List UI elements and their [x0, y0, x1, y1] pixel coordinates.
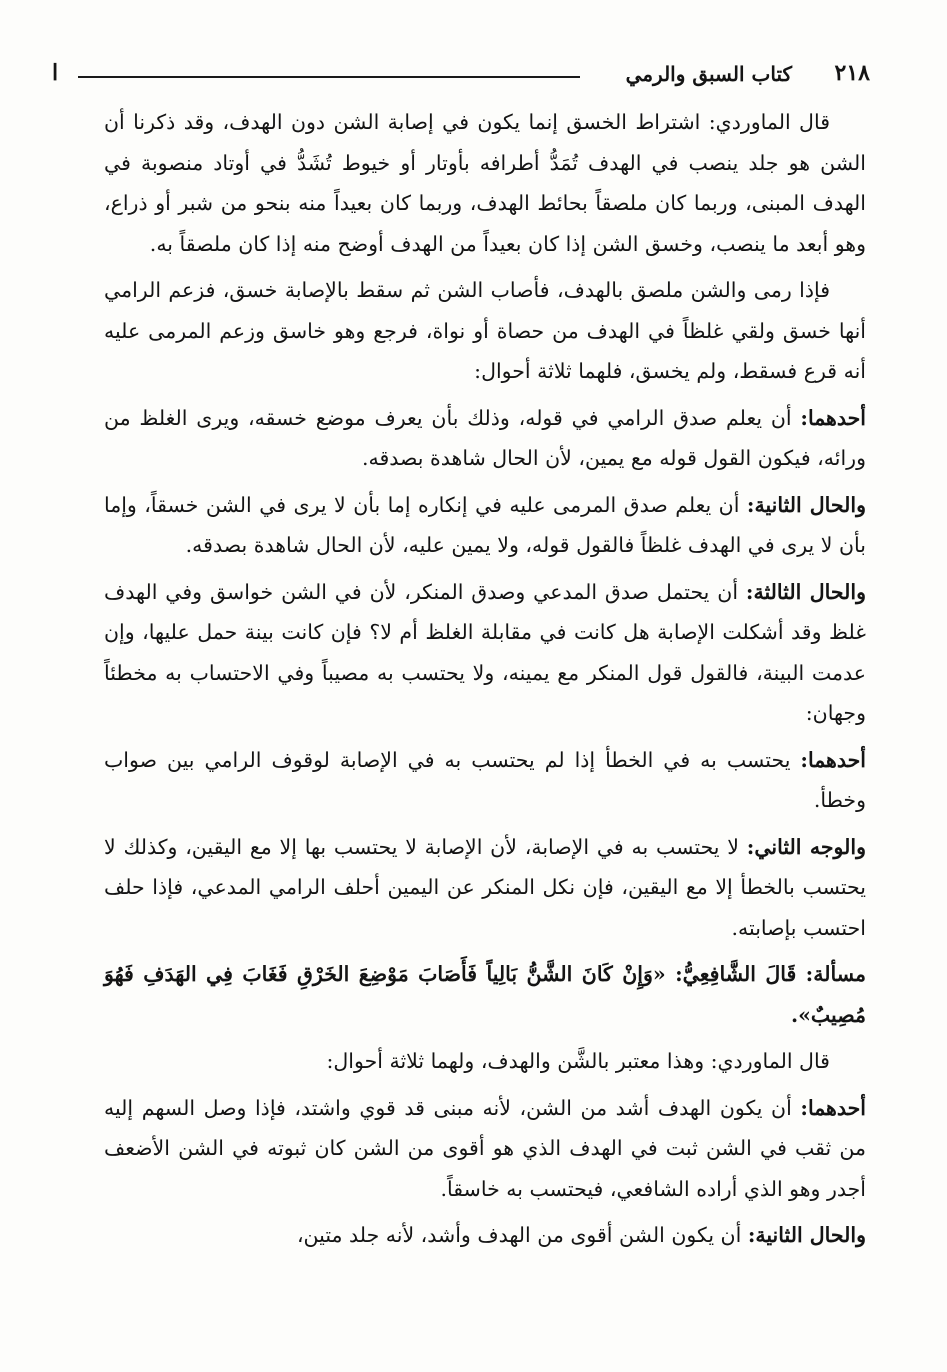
paragraph-lead: والحال الثانية:: [746, 492, 866, 517]
paragraph: أحدهما: يحتسب به في الخطأ إذا لم يحتسب به في الإصابة لوقوف الرامي بين صواب وخطأ.: [104, 747, 866, 812]
paragraph-lead: والحال الثالثة:: [745, 579, 867, 604]
running-title: كتاب السبق والرمي: [625, 62, 792, 86]
header-rule: [78, 76, 580, 78]
paragraph: أحدهما: أن يعلم صدق الرامي في قوله، وذلك بأن يعرف موضع خسقه، ويرى الغلظ من ورائه، فيكون القول قوله مع يمين، لأن الحال شاهدة بصدقه.: [104, 405, 866, 470]
paragraph: [104, 954, 866, 1035]
page-body: [104, 102, 866, 1262]
quote: «وَإِنْ كَانَ الشَّنُّ بَالِياً فَأَصَابَ مَوْضِعَ الخَرْقِ فَغَابَ فِي الهَدَفِ فَهُوَ مُصِيبٌ».: [104, 962, 866, 1027]
paragraph-lead: والوجه الثاني:: [746, 834, 866, 859]
paragraph-lead: أحدهما:: [800, 747, 866, 772]
paragraph: والحال الثالثة: أن يحتمل صدق المدعي وصدق المنكر، لأن في الشن خواسق وفي الهدف غلظ وقد أشكلت الإصابة هل كانت في مقابلة الغلظ أم لا؟ فإن كانت بينة حمل عليها، وإن عدمت البينة، فالقول قول المنكر مع يمينه، ولا يحتسب به مصيباً وفي الاحتساب به مخطئاً وجهان:: [104, 579, 867, 725]
paragraph: قال الماوردي: اشتراط الخسق إنما يكون في إصابة الشن دون الهدف، وقد ذكرنا أن الشن هو جلد ينصب في الهدف تُمَدُّ أطرافه بأوتار أو خيوط تُشَدُّ في أوتاد منصوبة في الهدف المبنى، وربما كان ملصقاً بحائط الهدف، وربما كان بعيداً منه بنحو من شبر أو ذراع، وهو أبعد ما ينصب، وخسق الشن إذا كان بعيداً من الهدف أوضح منه إذا كان ملصقاً به.: [104, 110, 866, 256]
paragraph-lead: مسألة: قَالَ الشَّافِعِيُّ:: [675, 962, 866, 986]
paragraph: والحال الثانية: أن يكون الشن أقوى من الهدف وأشد، لأنه جلد متين،: [296, 1223, 866, 1247]
paragraph: قال الماوردي: وهذا معتبر بالشَّن والهدف، ولهما ثلاثة أحوال:: [326, 1049, 830, 1073]
paragraph-lead: أحدهما:: [800, 1095, 866, 1120]
paragraph: أحدهما: أن يكون الهدف أشد من الشن، لأنه مبنى قد قوي واشتد، فإذا وصل السهم إليه من ثقب في الشن ثبت في الهدف الذي هو أقوى من الشن كان ثبوته في الشن الأضعف أجدر وهو الذي أراده الشافعي، فيحتسب به خاسقاً.: [104, 1095, 866, 1201]
paragraph: والوجه الثاني: لا يحتسب به في الإصابة، لأن الإصابة لا يحتسب بها إلا مع اليقين، وكذلك لا يحتسب بالخطأ إلا مع اليقين، فإن نكل المنكر عن اليمين أحلف الرامي المدعي، فإذا حلف احتسب بإصابته.: [104, 834, 866, 940]
page-header: [52, 58, 870, 92]
paragraph-lead: أحدهما:: [800, 405, 866, 430]
page-number: ٢١٨: [834, 60, 870, 86]
paragraph: والحال الثانية: أن يعلم صدق المرمى عليه في إنكاره إما بأن لا يرى في الشن خسقاً، وإما بأن لا يرى في الهدف غلظاً فالقول قوله، ولا يمين عليه، لأن الحال شاهدة بصدقه.: [104, 492, 866, 557]
paragraph-lead: والحال الثانية:: [747, 1223, 866, 1247]
margin-mark: ا: [52, 60, 59, 86]
paragraph: فإذا رمى والشن ملصق بالهدف، فأصاب الشن ثم سقط بالإصابة خسق، فزعم الرامي أنها خسق ولقي غلظاً في الهدف من حصاة أو نواة، فرجع وهو خاسق وزعم المرمى عليه أنه قرع فسقط، ولم يخسق، فلهما ثلاثة أحوال:: [104, 278, 866, 383]
